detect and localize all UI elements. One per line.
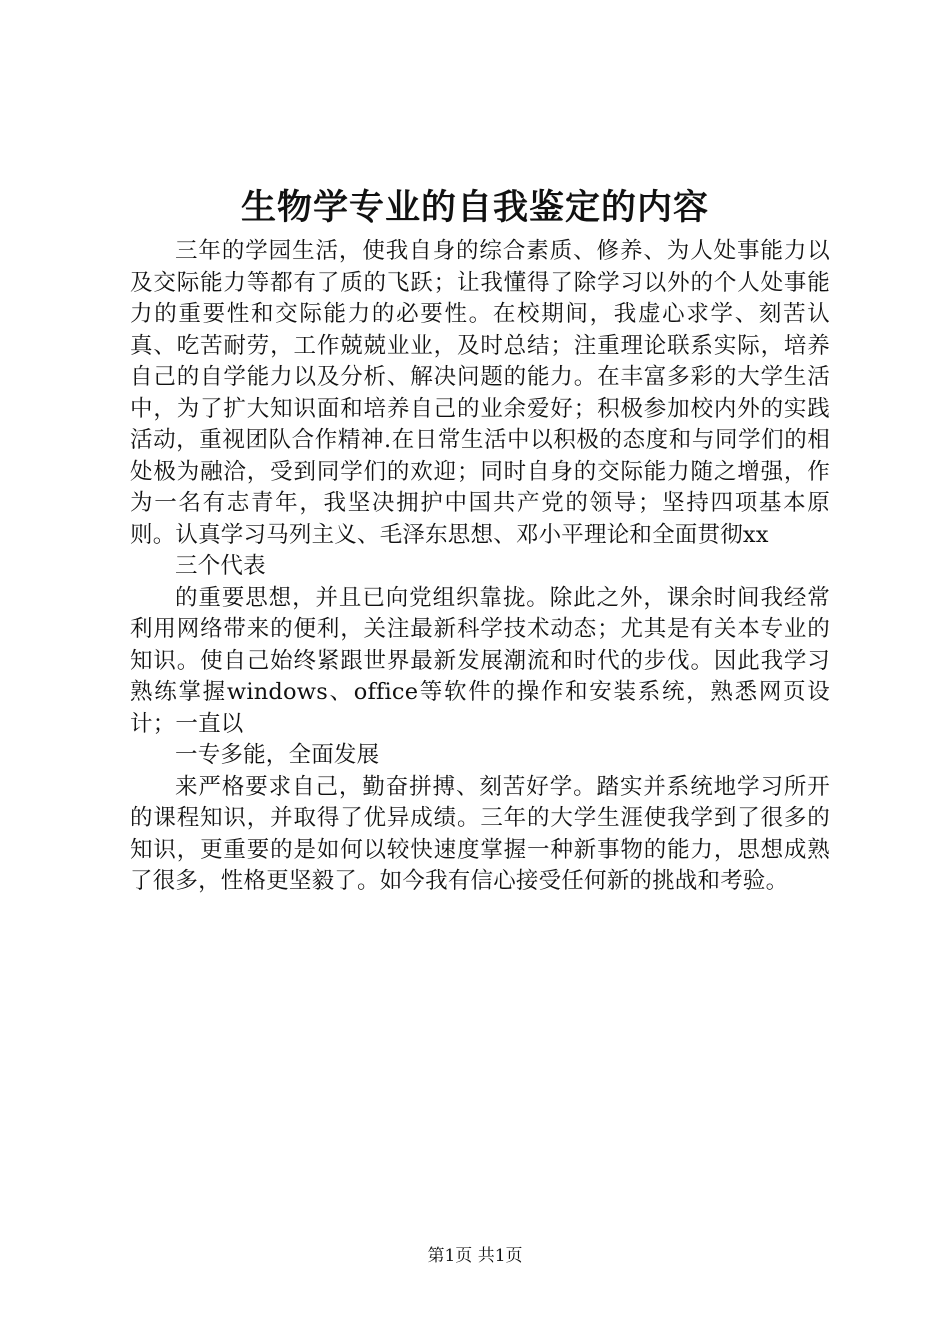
- paragraph-3: 的重要思想，并且已向党组织靠拢。除此之外，课余时间我经常利用网络带来的便利，关注最新科学技术动态；尤其是有关本专业的知识。使自己始终紧跟世界最新发展潮流和时代的步伐。因此我学习熟练掌握windows、office等软件的操作和安装系统，熟悉网页设计；一直以: [130, 584, 830, 737]
- paragraph-2: 三个代表: [175, 553, 266, 579]
- page-footer: 第1页 共1页: [427, 1246, 523, 1266]
- paragraph-4: 一专多能，全面发展: [175, 742, 380, 768]
- paragraph-1: 三年的学园生活，使我自身的综合素质、修养、为人处事能力以及交际能力等都有了质的飞跃；让我懂得了除学习以外的个人处事能力的重要性和交际能力的必要性。在校期间，我虚心求学、刻苦认真、吃苦耐劳，工作兢兢业业，及时总结；注重理论联系实际，培养自己的自学能力以及分析、解决问题的能力。在丰富多彩的大学生活中，为了扩大知识面和培养自己的业余爱好；积极参加校内外的实践活动，重视团队合作精神.在日常生活中以积极的态度和与同学们的相处极为融洽，受到同学们的欢迎；同时自身的交际能力随之增强，作为一名有志青年，我坚决拥护中国共产党的领导；坚持四项基本原则。认真学习马列主义、毛泽东思想、邓小平理论和全面贯彻xx: [130, 238, 830, 548]
- document-title: 生物学专业的自我鉴定的内容: [240, 187, 709, 228]
- document-body: [130, 236, 830, 898]
- paragraph-5: 来严格要求自己，勤奋拼搏、刻苦好学。踏实并系统地学习所开的课程知识，并取得了优异成绩。三年的大学生涯使我学到了很多的知识，更重要的是如何以较快速度掌握一种新事物的能力，思想成熟了很多，性格更坚毅了。如今我有信心接受任何新的挑战和考验。: [130, 773, 830, 894]
